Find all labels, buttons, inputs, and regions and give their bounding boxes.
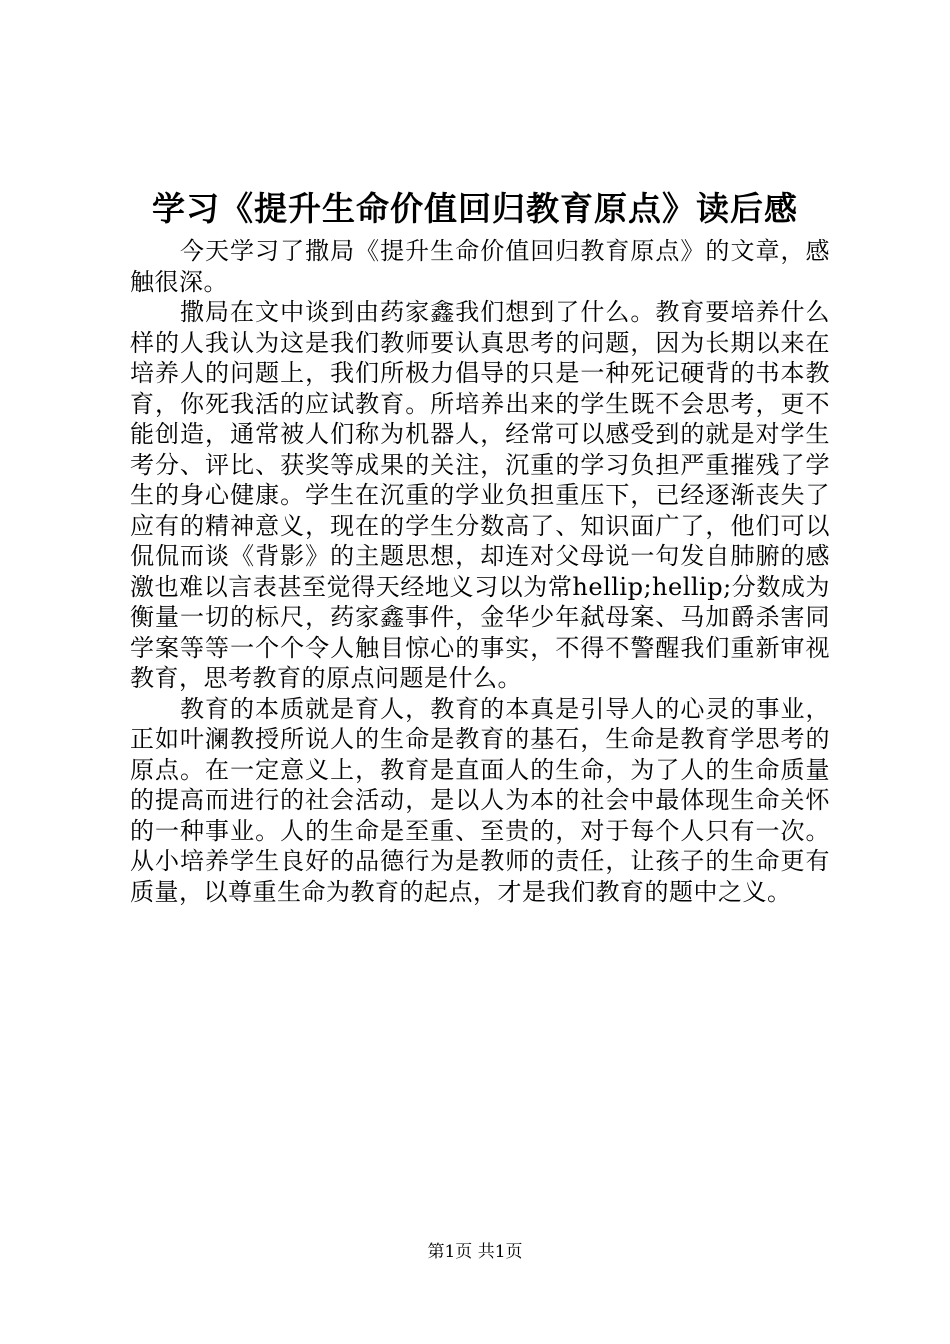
paragraph-reflection: 撒局在文中谈到由药家鑫我们想到了什么。教育要培养什么样的人我认为这是我们教师要认真思考的问题，因为长期以来在培养人的问题上，我们所极力倡导的只是一种死记硬背的书本教育，你死我活的应试教育。所培养出来的学生既不会思考，更不能创造，通常被人们称为机器人，经常可以感受到的就是对学生考分、评比、获奖等成果的关注，沉重的学习负担严重摧残了学生的身心健康。学生在沉重的学业负担重压下，已经逐渐丧失了应有的精神意义，现在的学生分数高了、知识面广了，他们可以侃侃而谈《背影》的主题思想，却连对父母说一句发自肺腑的感激也难以言表甚至觉得天经地义习以为常hellip;hellip;分数成为衡量一切的标尺，药家鑫事件，金华少年弑母案、马加爵杀害同学案等等一个个令人触目惊心的事实，不得不警醒我们重新审视教育，思考教育的原点问题是什么。 (130, 298, 830, 692)
paragraph-essence: 教育的本质就是育人，教育的本真是引导人的心灵的事业，正如叶澜教授所说人的生命是教育的基石，生命是教育学思考的原点。在一定意义上，教育是直面人的生命，为了人的生命质量的提高而进行的社会活动，是以人为本的社会中最体现生命关怀的一种事业。人的生命是至重、至贵的，对于每个人只有一次。从小培养学生良好的品德行为是教师的责任，让孩子的生命更有质量，以尊重生命为教育的起点，才是我们教育的题中之义。 (130, 694, 830, 906)
document-body (130, 236, 830, 907)
page-number-footer: 第1页 共1页 (427, 1242, 523, 1262)
document-title: 学习《提升生命价值回归教育原点》读后感 (152, 189, 798, 228)
paragraph-intro: 今天学习了撒局《提升生命价值回归教育原点》的文章，感触很深。 (130, 237, 830, 296)
